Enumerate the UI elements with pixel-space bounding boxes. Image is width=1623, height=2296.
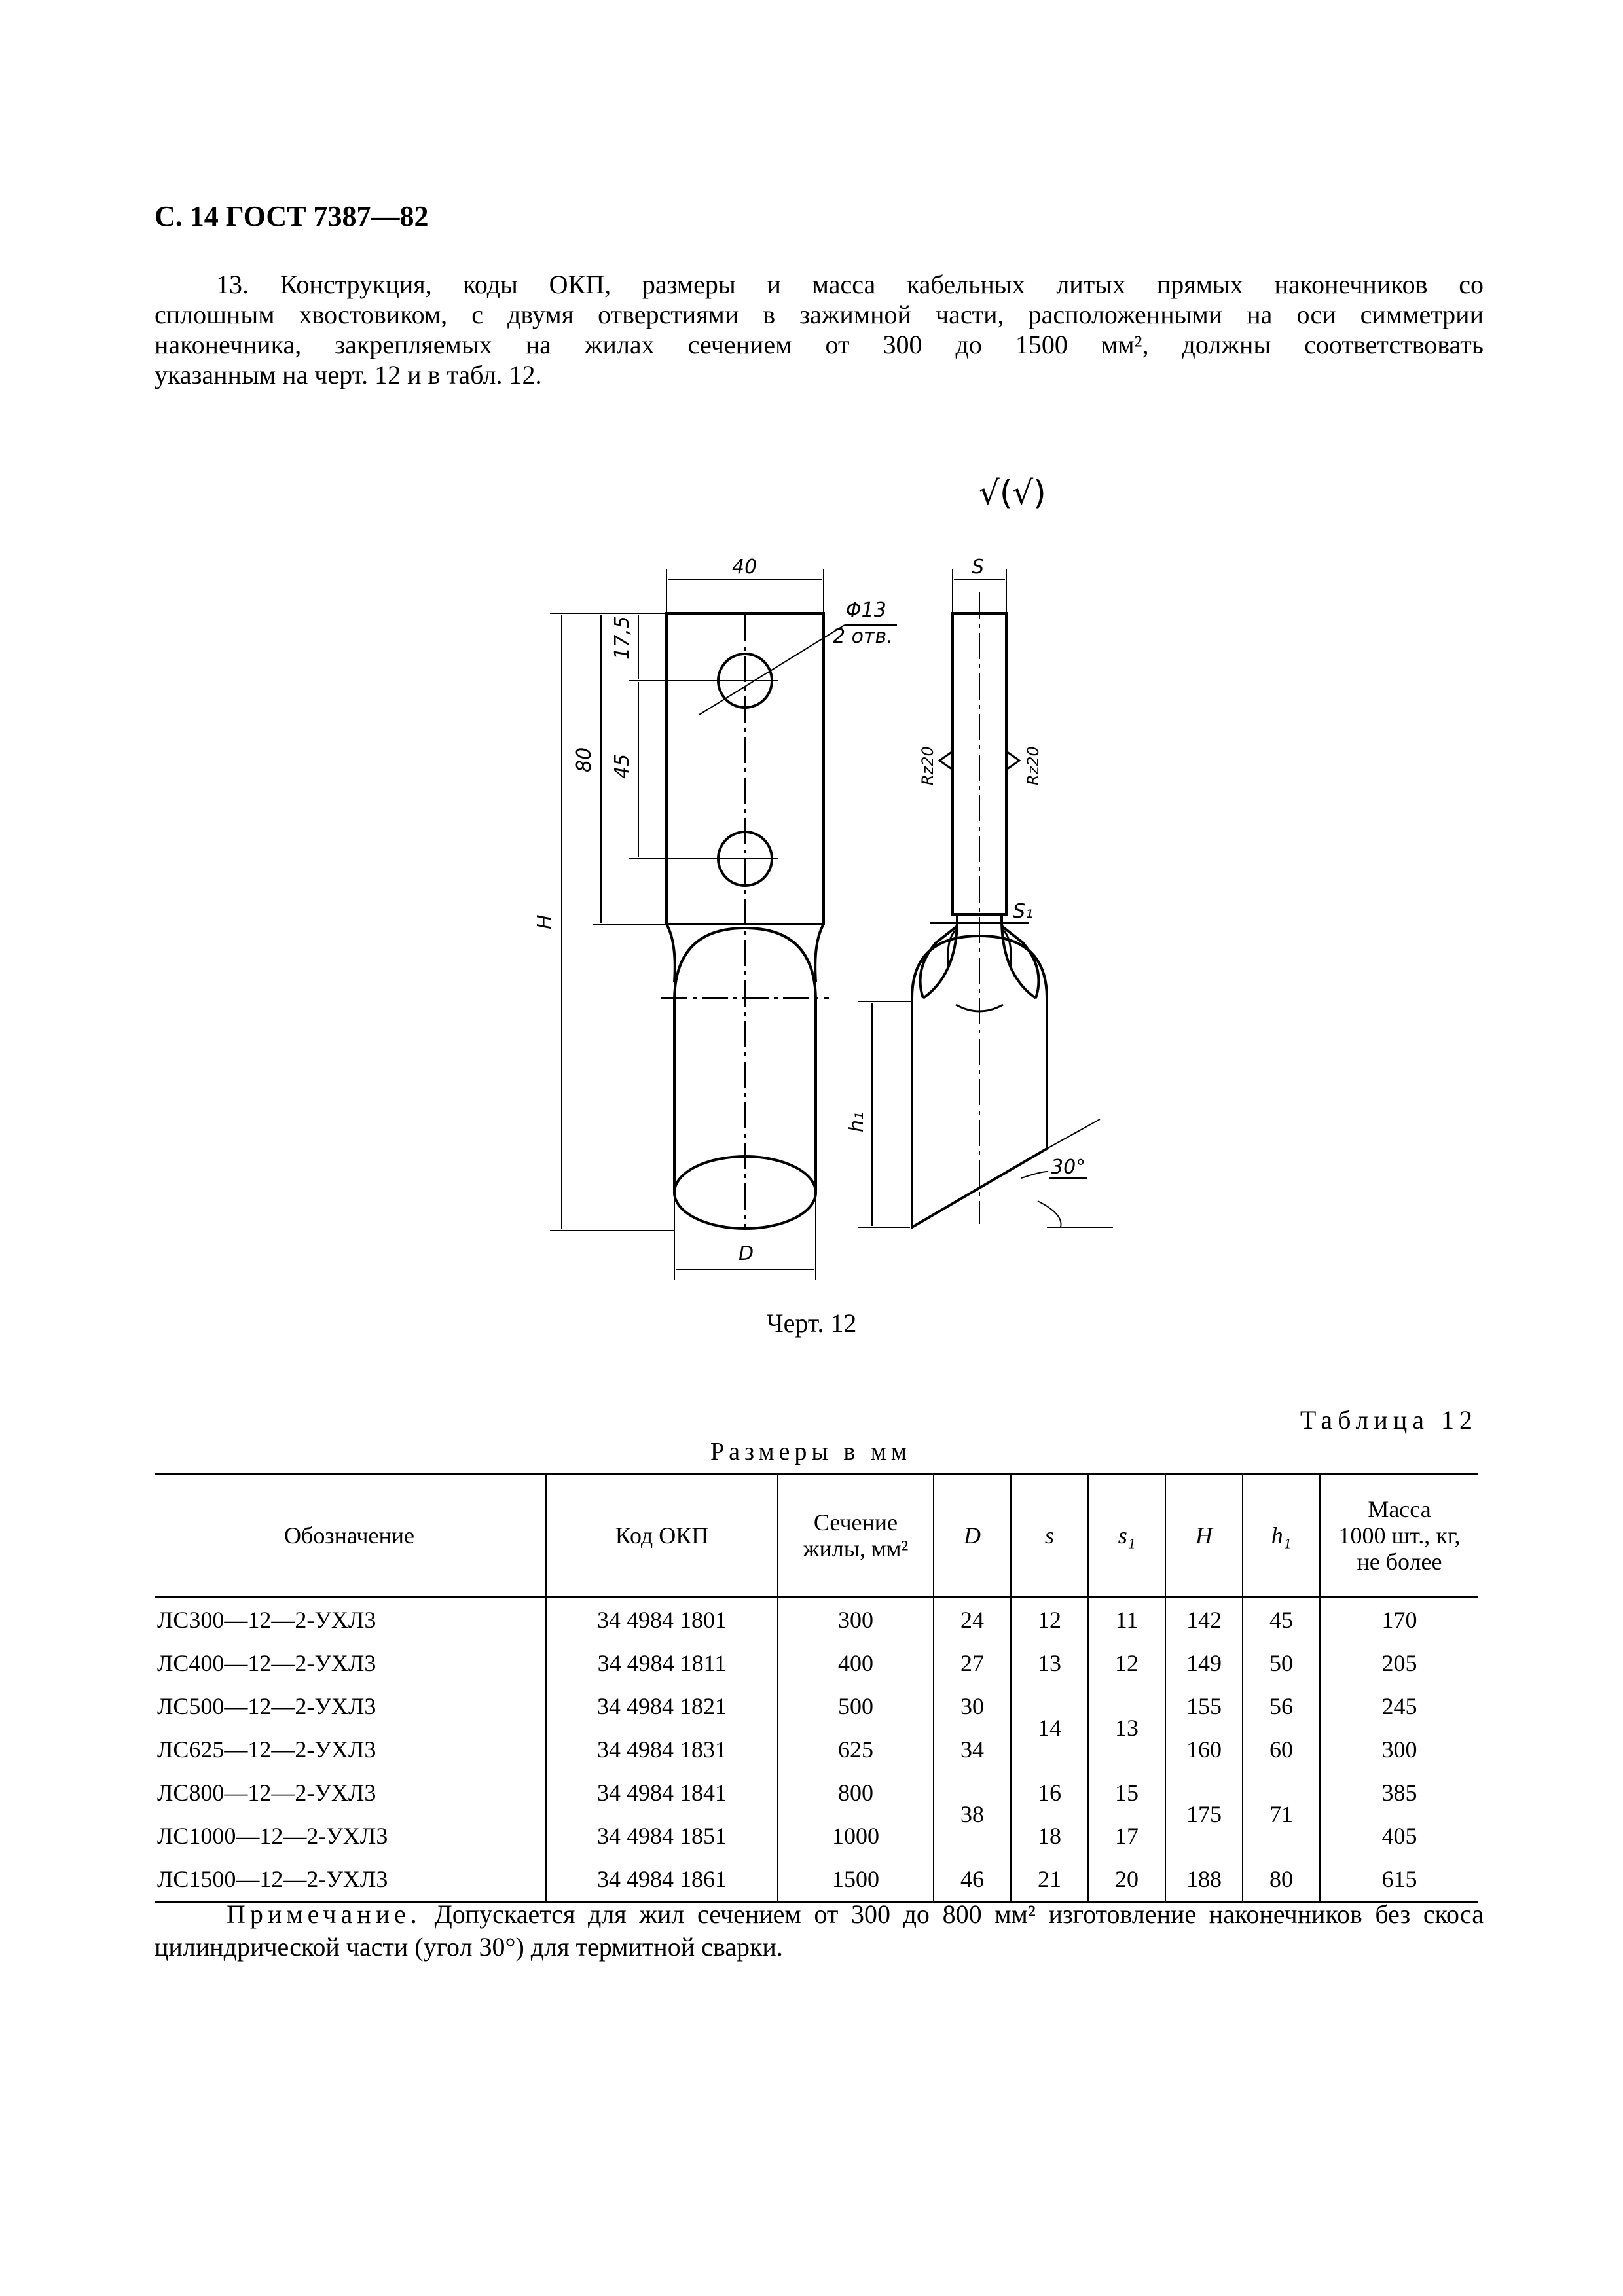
table-caption: Таблица 12 <box>1300 1405 1478 1435</box>
cell-D: 24 <box>934 1598 1011 1642</box>
col-section-line: жилы, мм² <box>803 1535 909 1562</box>
dim-h1-label: h₁ <box>845 1111 868 1132</box>
drawing-caption: Черт. 12 <box>766 1308 857 1338</box>
col-s: s <box>1011 1474 1088 1598</box>
cell-D: 46 <box>934 1857 1011 1902</box>
table-row <box>155 1771 1478 1814</box>
cell-okp: 34 4984 1861 <box>546 1857 778 1902</box>
col-mass-line: 1000 шт., кг, <box>1338 1522 1461 1549</box>
cell-section: 625 <box>778 1728 934 1771</box>
table-row <box>155 1641 1478 1685</box>
col-section <box>778 1474 934 1598</box>
cell-designation: ЛС1000—12—2-УХЛ3 <box>155 1814 546 1857</box>
roughness-left-label: Rz20 <box>919 746 937 785</box>
cell-h1: 71 <box>1243 1771 1320 1857</box>
dim-80-label: 80 <box>573 747 596 772</box>
col-D: D <box>934 1474 1011 1598</box>
note-text-2: цилиндрической части (угол 30°) для термитной сварки. <box>155 1932 783 1962</box>
cell-s1: 12 <box>1088 1641 1165 1685</box>
col-designation: Обозначение <box>155 1474 546 1598</box>
table-row <box>155 1857 1478 1902</box>
intro-line: 13. Конструкция, коды ОКП, размеры и масса кабельных литых прямых наконечников со <box>216 270 1484 299</box>
cell-okp: 34 4984 1811 <box>546 1641 778 1685</box>
cell-s1: 20 <box>1088 1857 1165 1902</box>
spec-table <box>155 1473 1478 1903</box>
cell-section: 1000 <box>778 1814 934 1857</box>
col-s1: s₁ <box>1088 1474 1165 1598</box>
col-mass <box>1320 1474 1478 1598</box>
dim-hole-count-label: 2 отв. <box>833 625 893 648</box>
cell-section: 500 <box>778 1685 934 1728</box>
cell-s1: 15 <box>1088 1771 1165 1814</box>
cell-H: 188 <box>1165 1857 1243 1902</box>
cell-s: 21 <box>1011 1857 1088 1902</box>
cell-section: 400 <box>778 1641 934 1685</box>
cell-mass: 385 <box>1320 1771 1478 1814</box>
cell-H: 149 <box>1165 1641 1243 1685</box>
note-label: Примечание. <box>227 1899 422 1929</box>
dim-45-label: 45 <box>611 753 634 779</box>
cell-designation: ЛС400—12—2-УХЛ3 <box>155 1641 546 1685</box>
cell-section: 300 <box>778 1598 934 1642</box>
cell-D: 30 <box>934 1685 1011 1728</box>
dim-angle-label: 30° <box>1051 1156 1086 1179</box>
cell-H: 155 <box>1165 1685 1243 1728</box>
col-mass-line: не более <box>1357 1549 1442 1575</box>
cell-s: 14 <box>1011 1685 1088 1771</box>
cell-s: 16 <box>1011 1771 1088 1814</box>
cell-H: 160 <box>1165 1728 1243 1771</box>
cell-designation: ЛС625—12—2-УХЛ3 <box>155 1728 546 1771</box>
dim-D-label: D <box>739 1242 754 1265</box>
cell-designation: ЛС500—12—2-УХЛ3 <box>155 1685 546 1728</box>
note-text: Допускается для жил сечением от 300 до 800 мм² изготовление наконечников без скоса <box>434 1899 1484 1929</box>
roughness-symbol: √(√) <box>979 474 1046 512</box>
col-mass-line: Масса <box>1368 1496 1431 1522</box>
cell-okp: 34 4984 1801 <box>546 1598 778 1642</box>
cell-h1: 56 <box>1243 1685 1320 1728</box>
table-row <box>155 1598 1478 1642</box>
cell-mass: 245 <box>1320 1685 1478 1728</box>
col-H: H <box>1165 1474 1243 1598</box>
dim-width-label: 40 <box>732 556 757 579</box>
cell-designation: ЛС800—12—2-УХЛ3 <box>155 1771 546 1814</box>
page-header: С. 14 ГОСТ 7387—82 <box>155 200 429 232</box>
cell-s: 12 <box>1011 1598 1088 1642</box>
cell-H: 175 <box>1165 1771 1243 1857</box>
cell-section: 800 <box>778 1771 934 1814</box>
cell-okp: 34 4984 1821 <box>546 1685 778 1728</box>
cell-H: 142 <box>1165 1598 1243 1642</box>
cell-mass: 300 <box>1320 1728 1478 1771</box>
dim-H-label: H <box>534 914 556 929</box>
cell-s1: 11 <box>1088 1598 1165 1642</box>
cell-mass: 205 <box>1320 1641 1478 1685</box>
cell-okp: 34 4984 1841 <box>546 1771 778 1814</box>
cell-D: 27 <box>934 1641 1011 1685</box>
table-note <box>155 1898 1484 1964</box>
cell-h1: 80 <box>1243 1857 1320 1902</box>
table-units: Размеры в мм <box>710 1438 911 1465</box>
cell-D: 38 <box>934 1771 1011 1857</box>
dim-hole-label: Φ13 <box>846 599 886 622</box>
cell-mass: 615 <box>1320 1857 1478 1902</box>
cell-okp: 34 4984 1831 <box>546 1728 778 1771</box>
col-section-line: Сечение <box>813 1509 898 1535</box>
cell-h1: 60 <box>1243 1728 1320 1771</box>
cell-D: 34 <box>934 1728 1011 1771</box>
table-header-row <box>155 1474 1478 1598</box>
intro-line: наконечника, закрепляемых на жилах сечением от 300 до 1500 мм², должны соответствовать <box>155 330 1484 359</box>
cell-mass: 170 <box>1320 1598 1478 1642</box>
cell-mass: 405 <box>1320 1814 1478 1857</box>
roughness-right-label: Rz20 <box>1024 746 1042 785</box>
cell-s1: 17 <box>1088 1814 1165 1857</box>
table-row <box>155 1728 1478 1771</box>
cell-section: 1500 <box>778 1857 934 1902</box>
dim-s-label: S <box>972 556 985 579</box>
intro-line: указанным на черт. 12 и в табл. 12. <box>155 360 542 389</box>
cell-okp: 34 4984 1851 <box>546 1814 778 1857</box>
col-h1: h₁ <box>1243 1474 1320 1598</box>
cell-designation: ЛС1500—12—2-УХЛ3 <box>155 1857 546 1902</box>
dim-17-5-label: 17,5 <box>611 616 634 660</box>
table-row <box>155 1685 1478 1728</box>
dim-s1-label: S₁ <box>1013 900 1034 923</box>
col-okp: Код ОКП <box>546 1474 778 1598</box>
cell-h1: 50 <box>1243 1641 1320 1685</box>
cell-designation: ЛС300—12—2-УХЛ3 <box>155 1598 546 1642</box>
cell-s: 18 <box>1011 1814 1088 1857</box>
cell-h1: 45 <box>1243 1598 1320 1642</box>
cell-s1: 13 <box>1088 1685 1165 1771</box>
cell-s: 13 <box>1011 1641 1088 1685</box>
intro-line: сплошным хвостовиком, с двумя отверстиями в зажимной части, расположенными на оси симметрии <box>155 300 1484 329</box>
